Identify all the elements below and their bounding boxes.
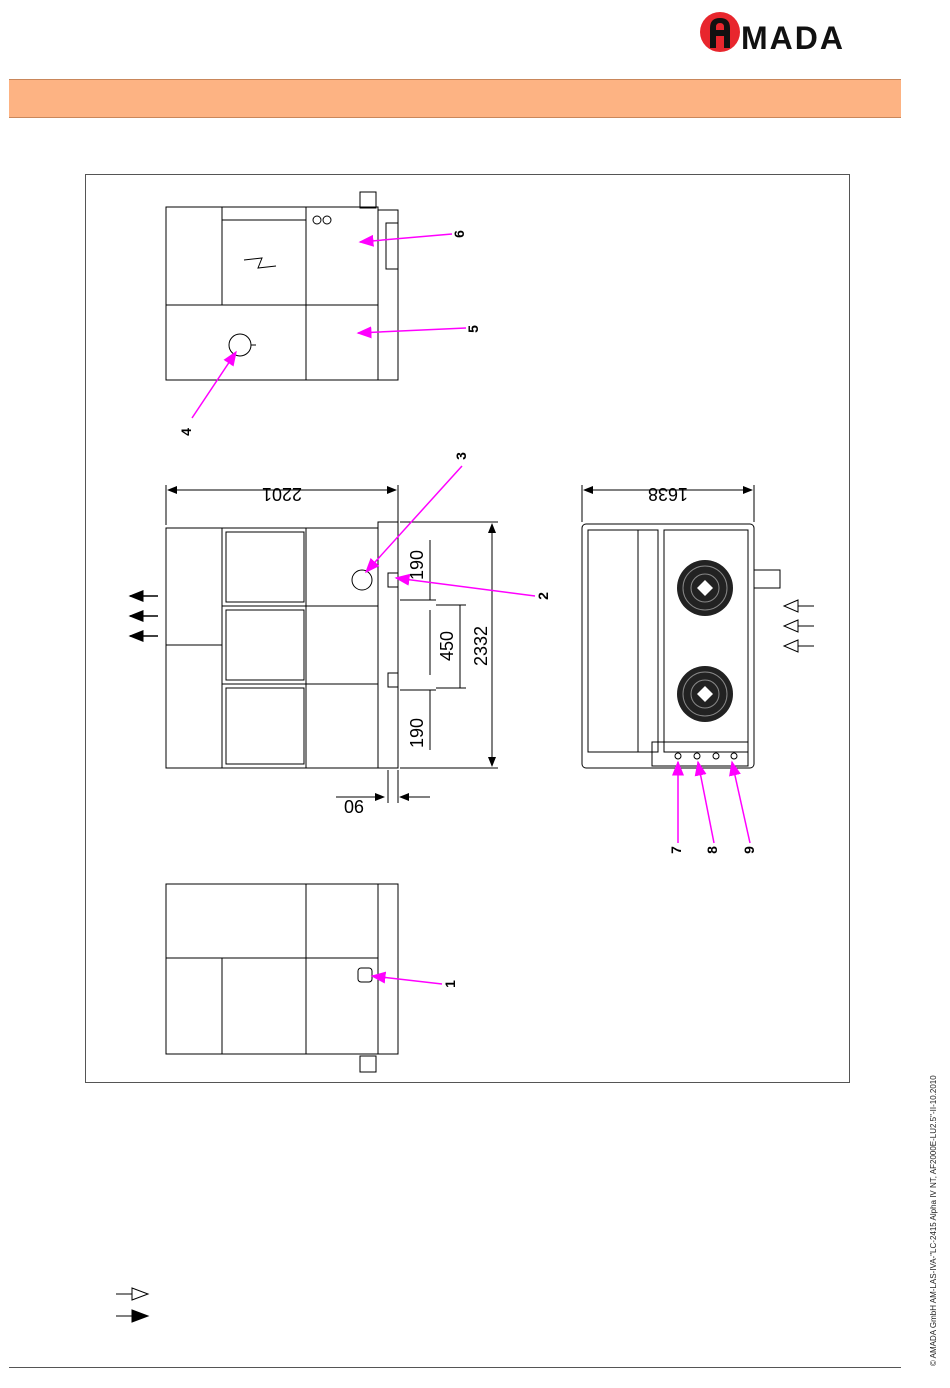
dim-height-front: 2201 [261, 484, 303, 504]
callout-1: 1 [442, 980, 458, 988]
callout-pointers [192, 234, 750, 984]
callout-9: 9 [741, 846, 757, 854]
callout-2: 2 [535, 592, 551, 600]
footer-rule [9, 1367, 901, 1368]
legend-arrows [116, 1288, 148, 1322]
callout-5: 5 [465, 325, 481, 333]
callout-7: 7 [668, 846, 684, 854]
outflow-arrows [130, 596, 158, 636]
dim-depth: 2332 [471, 625, 491, 667]
side-view [582, 524, 780, 768]
dim-height-side: 1638 [647, 484, 689, 504]
dim-spacing-top: 190 [407, 549, 427, 581]
copyright-notice: © AMADA GmbH AM-LAS-IVA-"LC-2415 Alpha IV NT, AF2000E-LU2.5"-II-10.2010 [929, 1075, 938, 1366]
bottom-view [166, 884, 398, 1072]
dim-spacing-bottom: 190 [407, 717, 427, 749]
callout-3: 3 [453, 452, 469, 460]
dim-spacing-mid: 450 [437, 630, 457, 662]
callout-6: 6 [451, 230, 467, 238]
side-ports [675, 753, 737, 759]
front-view [166, 522, 398, 768]
dim-foot-offset: 90 [343, 796, 365, 816]
fan-top-icon [677, 560, 733, 616]
logo-wordmark: MADA [741, 20, 845, 56]
top-view [166, 192, 398, 380]
fan-bottom-icon [677, 666, 733, 722]
callout-8: 8 [704, 846, 720, 854]
intake-arrows [784, 600, 814, 652]
callout-4: 4 [178, 428, 194, 436]
